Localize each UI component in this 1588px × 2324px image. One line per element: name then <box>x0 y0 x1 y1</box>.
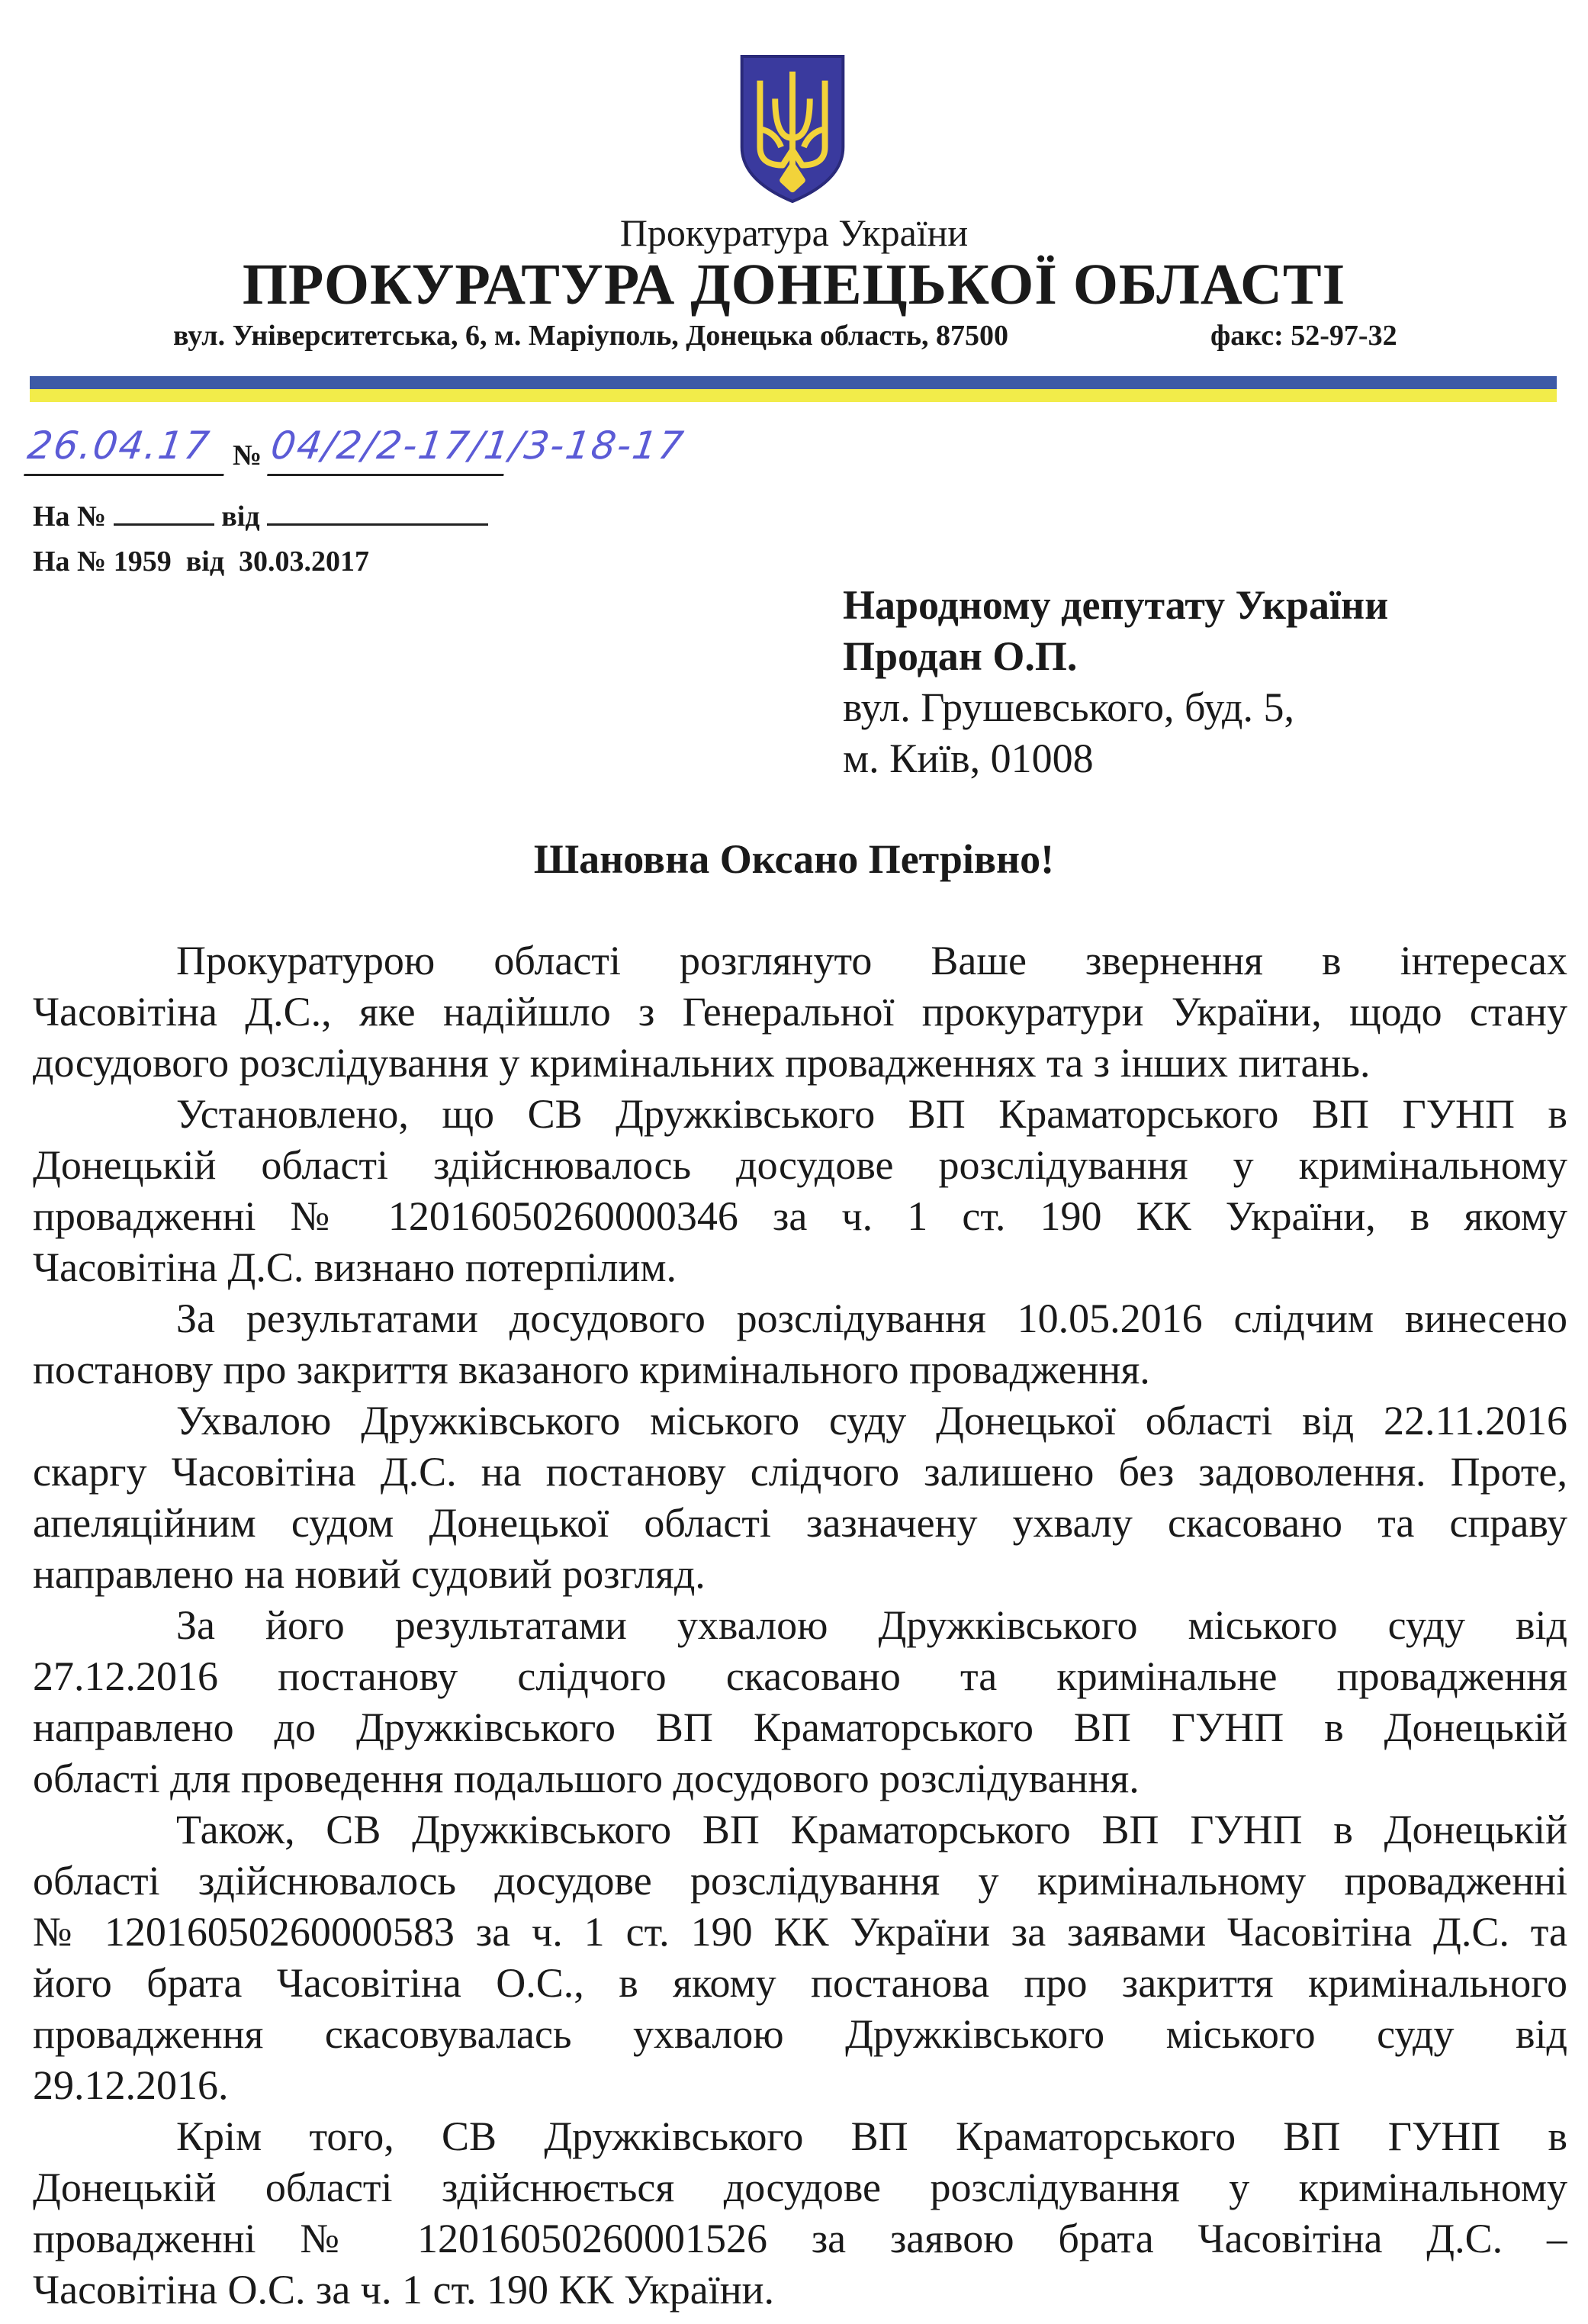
addressee-city: м. Київ, 01008 <box>843 736 1094 781</box>
paragraph-line: Часовітіна Д.С. визнано потерпілим. <box>33 1244 677 1290</box>
outgoing-date-handwritten: 26.04.17 <box>24 423 231 476</box>
reply-from: від <box>221 501 260 533</box>
paragraph-line: Часовітіна О.С. за ч. 1 ст. 190 КК України. <box>33 2267 774 2313</box>
paragraph-line: Часовітіна Д.С., яке надійшло з Генеральної прокуратури України, щодо стану <box>33 989 1567 1035</box>
number-sign: № <box>233 439 262 472</box>
paragraph-line: провадженні № 12016050260000346 за ч. 1 ст. 190 КК України, в якому <box>33 1193 1567 1239</box>
paragraph-line: Донецькій області здійснюється досудове розслідування у кримінальному <box>33 2165 1567 2210</box>
paragraph-line: За результатами досудового розслідування 10.05.2016 слідчим винесено <box>176 1296 1567 1341</box>
addressee-street: вул. Грушевського, буд. 5, <box>843 684 1294 730</box>
paragraph-line: направлено на новий судовий розгляд. <box>33 1551 706 1597</box>
paragraph-line: 29.12.2016. <box>33 2062 229 2108</box>
paragraph-line: Установлено, що СВ Дружківського ВП Краматорського ВП ГУНП в <box>176 1091 1567 1137</box>
reply-reference: На № 1959 від 30.03.2017 <box>33 546 370 578</box>
paragraph-line: Прокуратурою області розглянуто Ваше звернення в інтересах <box>176 938 1567 983</box>
addressee-title: Народному депутату України <box>843 582 1389 628</box>
org-parent-name: Прокуратура України <box>619 211 969 254</box>
paragraph <box>33 2111 1567 2316</box>
addressee-block <box>843 580 1388 784</box>
paragraph-line: області здійснювалось досудове розслідування у кримінальному провадженні <box>33 1858 1567 1904</box>
paragraph-line: № 12016050260000583 за ч. 1 ст. 190 КК України за заявами Часовітіна Д.С. та <box>33 1909 1567 1955</box>
paragraph-line: Крім того, СВ Дружківського ВП Краматорського ВП ГУНП в <box>176 2113 1567 2159</box>
paragraph-line: Також, СВ Дружківського ВП Краматорського ВП ГУНП в Донецькій <box>176 1807 1567 1852</box>
paragraph-line: 27.12.2016 постанову слідчого скасовано та кримінальне провадження <box>33 1653 1567 1699</box>
reply-prefix: На № <box>33 501 107 533</box>
org-fax: факс: 52-97-32 <box>1210 320 1397 352</box>
blank-date <box>267 501 488 526</box>
reply-blank-line <box>33 500 488 533</box>
paragraph <box>33 1600 1567 1804</box>
paragraph-line: скаргу Часовітіна Д.С. на постанову слідчого залишено без задоволення. Проте, <box>33 1449 1567 1495</box>
paragraph-line: області для проведення подальшого досудового розслідування. <box>33 1756 1140 1801</box>
paragraph-line: досудового розслідування у кримінальних провадженнях та з інших питань. <box>33 1040 1371 1086</box>
outgoing-number-handwritten: 04/2/2-17/1/3-18-17 <box>267 423 511 476</box>
paragraph-line: направлено до Дружківського ВП Краматорського ВП ГУНП в Донецькій <box>33 1704 1567 1750</box>
paragraph-line: провадженні № 12016050260001526 за заявою брата Часовітіна Д.С. – <box>33 2216 1567 2261</box>
letter-body <box>33 935 1567 2316</box>
paragraph <box>33 1804 1567 2111</box>
flag-stripe <box>30 376 1557 402</box>
org-title: ПРОКУРАТУРА ДОНЕЦЬКОЇ ОБЛАСТІ <box>242 253 1346 317</box>
paragraph <box>33 1293 1567 1395</box>
paragraph-line: його брата Часовітіна О.С., в якому постанова про закриття кримінального <box>33 1960 1567 2006</box>
paragraph-line: Донецькій області здійснювалось досудове розслідування у кримінальному <box>33 1142 1567 1188</box>
blank-number <box>114 501 214 526</box>
paragraph <box>33 935 1567 1089</box>
paragraph-line: За його результатами ухвалою Дружківського міського суду від <box>176 1602 1567 1648</box>
paragraph <box>33 1395 1567 1600</box>
salutation: Шановна Оксано Петрівно! <box>533 836 1055 882</box>
paragraph-line: постанову про закриття вказаного кримінального провадження. <box>33 1347 1150 1392</box>
paragraph <box>33 1089 1567 1293</box>
org-address: вул. Університетська, 6, м. Маріуполь, Донецька область, 87500 <box>173 320 1009 352</box>
paragraph-line: апеляційним судом Донецької області зазначену ухвалу скасовано та справу <box>33 1500 1567 1546</box>
coat-of-arms-icon <box>738 53 847 204</box>
addressee-name: Продан О.П. <box>843 633 1078 679</box>
paragraph-line: Ухвалою Дружківського міського суду Донецької області від 22.11.2016 <box>176 1398 1567 1444</box>
paragraph-line: провадження скасовувалась ухвалою Дружківського міського суду від <box>33 2011 1567 2057</box>
